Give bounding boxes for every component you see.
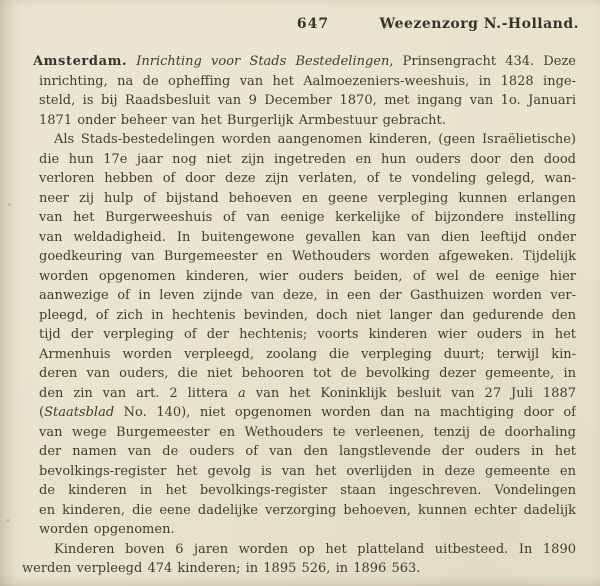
text-line [39, 462, 576, 482]
text-line [39, 520, 576, 540]
text-segment: goedkeuring van Burgemeester en Wethouders worden afgeweken. Tijdelijk [39, 249, 576, 264]
text-line [39, 286, 576, 306]
italic-text: a [238, 385, 246, 401]
running-head-title: Weezenzorg N.-Holland. [379, 16, 579, 32]
text-segment: werden verpleegd 474 kinderen; in 1895 526, in 1896 563. [22, 561, 421, 576]
text-line [39, 345, 576, 365]
text-line [39, 189, 576, 209]
text-line [39, 384, 576, 404]
text-line [54, 130, 576, 150]
text-segment: en kinderen, die eene dadelijke verzorging behoeven, kunnen echter dadelijk [39, 502, 576, 518]
paragraph-admission-rules [39, 130, 576, 540]
text-segment [127, 54, 136, 69]
text-line [39, 208, 576, 228]
text-segment: , Prinsengracht 434. Deze [389, 54, 576, 69]
text-segment: worden opgenomen kinderen, wier ouders beiden, of wel de eenige hier [39, 268, 576, 284]
text-line [39, 111, 576, 131]
ink-speck [8, 203, 11, 206]
text-segment: van het Burgerweeshuis of van eenige kerkelijke of bijzondere instelling [39, 210, 576, 225]
text-segment: verloren hebben of door deze zijn verlaten, of te vondeling gelegd, wan- [39, 171, 576, 186]
place-name: Amsterdam. [33, 54, 128, 69]
text-segment: de kinderen in het bevolkings-register staan ingeschreven. Vondelingen [39, 483, 576, 498]
text-line [39, 481, 576, 501]
text-segment: Kinderen boven 6 jaren worden op het platteland uitbesteed. In 1890 [54, 541, 576, 557]
text-segment: van het Koninklijk besluit van 27 Juli 1887 [245, 385, 576, 401]
text-segment: Als Stads-bestedelingen worden aangenomen kinderen, (geen Israëlietische) [54, 132, 576, 147]
text-line [39, 228, 576, 248]
text-segment: den zin van art. 2 littera [39, 385, 239, 401]
text-line [22, 559, 576, 579]
text-line [39, 325, 576, 345]
text-segment: deren van ouders, die niet behooren tot de bevolking dezer gemeente, in [39, 366, 576, 381]
paragraph-entry-amsterdam [33, 52, 576, 130]
text-segment: bevolkings-register het gevolg is van het overlijden in deze gemeente en [39, 463, 576, 479]
text-segment: van weldadigheid. In buitengewone gevallen kan van dien leeftijd onder [39, 229, 576, 245]
text-segment: No. 140), niet opgenomen worden dan na machtiging door of [114, 405, 576, 420]
text-segment: die hun 17e jaar nog niet zijn ingetreden en hun ouders door den dood [39, 151, 576, 167]
text-segment: der namen van de ouders of van den langstlevende der ouders in het [39, 444, 576, 459]
text-segment: van wege Burgemeester en Wethouders te verleenen, tenzij de doorhaling [39, 424, 576, 440]
text-segment: steld, is bij Raadsbesluit van 9 December 1870, met ingang van 1o. Januari [39, 93, 576, 108]
text-line [39, 169, 576, 189]
text-segment: aanwezige of in leven zijnde van deze, in een der Gasthuizen worden ver- [39, 288, 576, 303]
ink-speck [6, 519, 10, 522]
text-line [39, 501, 576, 521]
text-line [39, 403, 576, 423]
text-line [39, 247, 576, 267]
text-line [39, 150, 576, 170]
text-segment: tijd der verpleging of der hechtenis; voorts kinderen wier ouders in het [39, 327, 576, 342]
text-line [33, 52, 576, 72]
text-line [39, 423, 576, 443]
text-segment: Armenhuis worden verpleegd, zoolang die verpleging duurt; terwijl kin- [39, 346, 576, 362]
text-segment: ( [39, 405, 45, 420]
text-line [39, 91, 576, 111]
italic-text: Staatsblad [44, 405, 115, 420]
text-segment: pleegd, of zich in hechtenis bevinden, doch niet langer dan gedurende den [39, 307, 576, 323]
text-line [54, 540, 576, 560]
text-line [39, 364, 576, 384]
text-segment: 1871 onder beheer van het Burgerlijk Armbestuur gebracht. [39, 112, 446, 128]
text-line [39, 267, 576, 287]
text-line [39, 306, 576, 326]
text-line [39, 72, 576, 92]
page-number: 647 [296, 16, 330, 32]
text-segment: worden opgenomen. [39, 522, 175, 537]
italic-text: Inrichting voor Stads Bestedelingen [136, 54, 390, 69]
text-segment: inrichting, na de opheffing van het Aalmoezeniers-weeshuis, in 1828 inge- [39, 73, 576, 89]
paragraph-boarding-out [22, 540, 576, 579]
body-text [22, 52, 576, 579]
text-segment: neer zij hulp of bijstand behoeven en geene verpleging kunnen erlangen [39, 190, 576, 206]
text-line [39, 442, 576, 462]
page-header [0, 16, 600, 36]
